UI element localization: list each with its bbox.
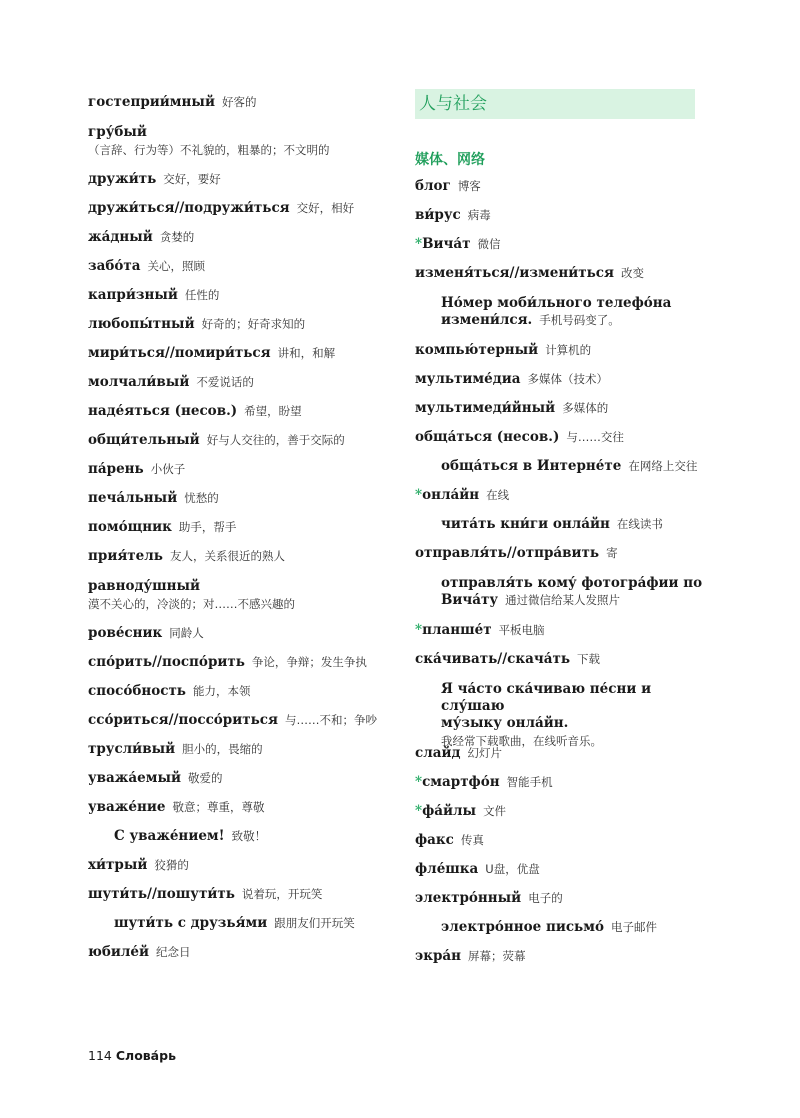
entry-virus: ви́рус 病毒 <box>415 207 491 223</box>
entry-priyatel: прия́тель 友人，关系很近的熟人 <box>88 548 285 564</box>
entry-yubiley: юбиле́й 纪念日 <box>88 944 191 960</box>
entry-grubyi: гру́бый （言辞、行为等）不礼貌的，粗暴的；不文明的 <box>88 124 330 157</box>
entry-zhadny: жа́дный 贪婪的 <box>88 229 195 245</box>
entry-miritsya: мири́ться//помири́ться 讲和，和解 <box>88 345 336 361</box>
entry-multimediyny: мультимеди́йный 多媒体的 <box>415 400 609 416</box>
example-s-uvazheniem: С уваже́нием! 致敬！ <box>114 828 267 844</box>
entry-kompyuterny: компью́терный 计算机的 <box>415 342 592 358</box>
entry-zabota: забо́та 关心，照顾 <box>88 258 205 274</box>
entry-kapriznyi: капри́зный 任性的 <box>88 287 220 303</box>
entry-onlain: *онла́йн 在线 <box>415 487 510 503</box>
entry-obshchatsya: обща́ться (несов.) 与……交往 <box>415 429 624 445</box>
entry-planshet: *планше́т 平板电脑 <box>415 622 545 638</box>
entry-paren: па́рень 小伙子 <box>88 461 186 477</box>
entry-skachivat: ска́чивать//скача́ть 下载 <box>415 651 600 667</box>
entry-ravnodushny: равноду́шный 漠不关心的，冷淡的；对……不感兴趣的 <box>88 578 295 611</box>
entry-molchalivy: молчали́вый 不爱说话的 <box>88 374 254 390</box>
entry-sposobnost: спосо́бность 能力，本领 <box>88 683 251 699</box>
example-shutit-s-druzyami: шути́ть с друзья́ми 跟朋友们开玩笑 <box>114 915 355 931</box>
entry-wechat: *Вича́т 微信 <box>415 236 501 252</box>
example-obshchatsya-v-internete: обща́ться в Интерне́те 在网络上交往 <box>441 458 698 474</box>
entry-multimedia: мультиме́диа 多媒体（技术） <box>415 371 609 387</box>
entry-truslivy: трусли́вый 胆小的，畏缩的 <box>88 741 263 757</box>
entry-druzhit: дружи́ть 交好，要好 <box>88 171 221 187</box>
example-nomer-telefona: Но́мер моби́льного телефо́на измени́лся. 手机号码变了。 <box>441 295 672 328</box>
entry-lyubopytnyi: любопы́тный 好奇的；好奇求知的 <box>88 316 306 332</box>
entry-druzhitsya: дружи́ться//подружи́ться 交好，相好 <box>88 200 355 216</box>
entry-uvazhenie: уваже́ние 敬意；尊重，尊敬 <box>88 799 265 815</box>
entry-fleshka: фле́шка U盘，优盘 <box>415 861 540 877</box>
subsection-title: 媒体、网络 <box>415 152 485 168</box>
example-otpravlyat-foto: отправля́ть кому́ фотогра́фии по Вича́ту 通过微信给某人发照片 <box>441 575 703 608</box>
entry-slaid: слайд 幻灯片 <box>415 745 502 761</box>
entry-pomoshchnik: помо́щник 助手，帮手 <box>88 519 237 535</box>
entry-gostepriimny: гостеприи́мный 好客的 <box>88 94 257 110</box>
entry-sporit: спо́рить//поспо́рить 争论，争辩；发生争执 <box>88 654 367 670</box>
entry-obshchitelny: общи́тельный 好与人交往的，善于交际的 <box>88 432 345 448</box>
entry-uvazhaemy: уважа́емый 敬爱的 <box>88 770 223 786</box>
section-title: 人与社会 <box>415 89 695 119</box>
entry-shutit: шути́ть//пошути́ть 说着玩，开玩笑 <box>88 886 323 902</box>
entry-faks: факс 传真 <box>415 832 484 848</box>
page-number: 114 <box>88 1048 112 1063</box>
entry-pechalny: печа́льный 忧愁的 <box>88 490 219 506</box>
entry-izmenyatsya: изменя́ться//измени́ться 改变 <box>415 265 644 281</box>
entry-rovesnik: рове́сник 同龄人 <box>88 625 204 641</box>
entry-faily: *фа́йлы 文件 <box>415 803 507 819</box>
entry-elektronny: электро́нный 电子的 <box>415 890 563 906</box>
footer-label: Слова́рь <box>115 1048 176 1063</box>
example-chitat-knigi: чита́ть кни́ги онла́йн 在线读书 <box>441 516 663 532</box>
entry-smartfon: *смартфо́н 智能手机 <box>415 774 553 790</box>
entry-khitry: хи́трый 狡猾的 <box>88 857 189 873</box>
entry-ekran: экра́н 屏幕；荧幕 <box>415 948 526 964</box>
page-footer <box>88 1048 176 1063</box>
example-skachivayu-pesni: Я ча́сто ска́чиваю пе́сни и слу́шаю му́зыку онла́йн. 我经常下载歌曲，在线听音乐。 <box>441 681 652 748</box>
entry-nadeyatsya: наде́яться (несов.) 希望，盼望 <box>88 403 302 419</box>
example-elektronnoe-pismo: электро́нное письмо́ 电子邮件 <box>441 919 657 935</box>
entry-ssoritsya: ссо́риться//поссо́риться 与……不和；争吵 <box>88 712 377 728</box>
entry-otpravlyat: отправля́ть//отпра́вить 寄 <box>415 545 618 561</box>
entry-blog: блог 博客 <box>415 178 481 194</box>
